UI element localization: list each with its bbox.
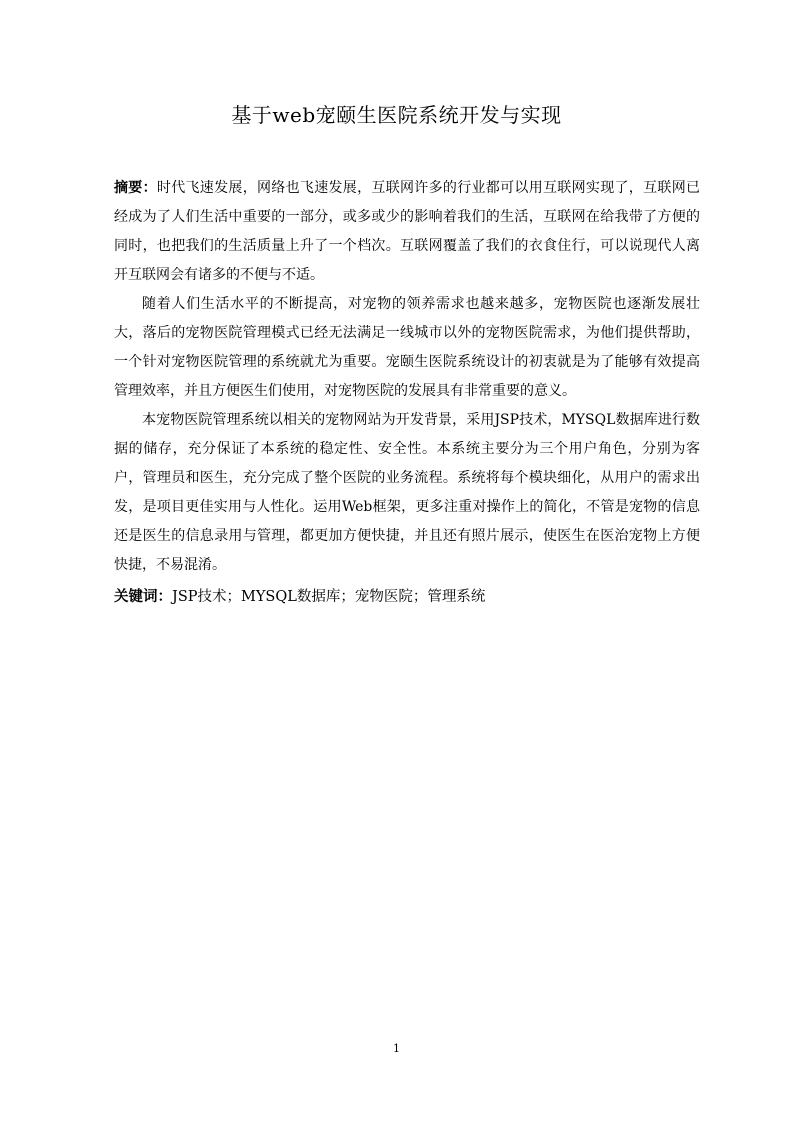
- keywords-text: JSP技术；MYSQL数据库；宠物医院；管理系统: [172, 589, 486, 605]
- page-number: 1: [393, 1042, 400, 1055]
- abstract-text: 时代飞速发展，网络也飞速发展，互联网许多的行业都可以用互联网实现了，互联网已经成为了人们生活中重要的一部分，或多或少的影响着我们的生活，互联网在给我带了方便的同时，也把我们的生活质量上升了一个档次。互联网覆盖了我们的衣食住行，可以说现代人离开互联网会有诸多的不便与不适。: [114, 180, 701, 283]
- abstract-paragraph-3: 本宠物医院管理系统以相关的宠物网站为开发背景，采用JSP技术，MYSQL数据库进行数据的储存，充分保证了本系统的稳定性、安全性。本系统主要分为三个用户角色，分别为客户，管理员和医生，充分完成了整个医院的业务流程。系统将每个模块细化，从用户的需求出发，是项目更佳实用与人性化。运用Web框架，更多注重对操作上的简化，不管是宠物的信息还是医生的信息录用与管理，都更加方便快捷，并且还有照片展示，使医生在医治宠物上方便快捷，不易混淆。: [114, 412, 700, 573]
- abstract-paragraph-2: 随着人们生活水平的不断提高，对宠物的领养需求也越来越多，宠物医院也逐渐发展壮大，落后的宠物医院管理模式已经无法满足一线城市以外的宠物医院需求，为他们提供帮助，一个针对宠物医院管理的系统就尤为重要。宠颐生医院系统设计的初衷就是为了能够有效提高管理效率，并且方便医生们使用，对宠物医院的发展具有非常重要的意义。: [114, 296, 700, 399]
- document-body: [114, 174, 700, 612]
- abstract-label: 摘要：: [114, 180, 157, 196]
- keywords-label: 关键词：: [114, 589, 172, 605]
- abstract-paragraph-1: [114, 174, 700, 290]
- keywords-line: [114, 583, 700, 612]
- document-title: 基于web宠颐生医院系统开发与实现: [231, 103, 562, 127]
